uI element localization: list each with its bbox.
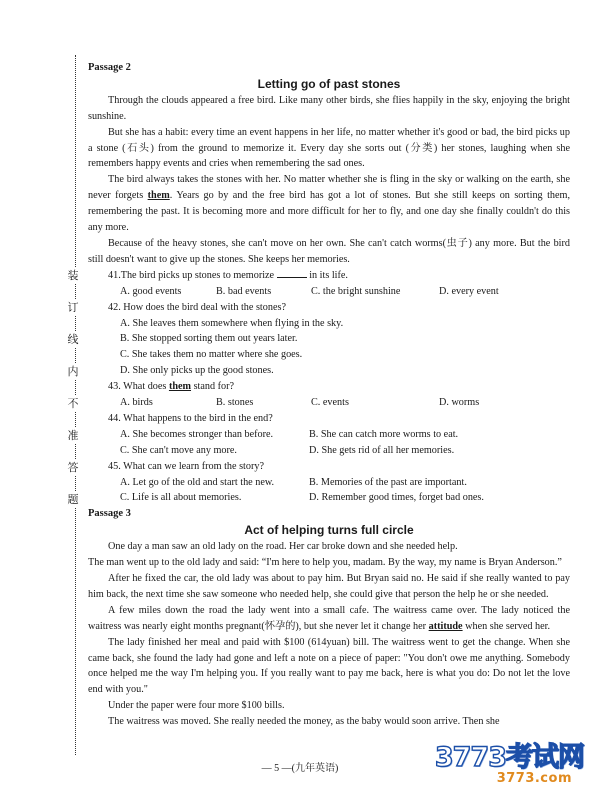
option: C. Life is all about memories. xyxy=(120,492,242,504)
binding-char: 不 xyxy=(67,397,79,410)
option: A. good events xyxy=(120,285,182,297)
option: B. stones xyxy=(216,397,254,409)
binding-char: 装 xyxy=(67,269,79,282)
option: D. She only picks up the good stones. xyxy=(120,365,274,377)
passage3-paragraph: The man went up to the old lady and said: “I'm here to help you, madam. By the way, my name is Bryan Anderson.” xyxy=(88,557,562,569)
option: B. She stopped sorting them out years later. xyxy=(120,333,298,345)
question-42: 42. How does the bird deal with the stones? xyxy=(108,301,286,313)
passage3-paragraph: The lady finished her meal and paid with $100 (614yuan) bill. The waitress went to get the change. When she came back, she found the lady had gone and left a note on a piece of paper: "You don't owe me anything. Somebody once helped me the way I'm helping you. If you really want to pay me back, here is what you do: Do not let the love end with you." xyxy=(88,636,570,696)
passage2-title: Letting go of past stones xyxy=(257,76,401,91)
passage3-label: Passage 3 xyxy=(88,508,131,520)
option: A. birds xyxy=(120,397,153,409)
passage3-paragraph: A few miles down the road the lady went into a small cafe. The waitress came over. The lady noticed the waitress was nearly eight months pregnant(怀孕的), but she never let it change her attitude when she served her. xyxy=(88,604,570,632)
binding-char: 准 xyxy=(67,429,79,442)
exam-content xyxy=(88,60,570,730)
question-43-options xyxy=(88,395,570,411)
page-footer: — 5 —(九年英语) xyxy=(261,763,339,774)
question-44-options xyxy=(88,427,570,443)
passage3-paragraph: One day a man saw an old lady on the road. Her car broke down and she needed help. xyxy=(108,541,458,553)
underlined-word-them: them xyxy=(147,190,170,202)
question-45-options xyxy=(88,490,570,506)
passage3-paragraph: After he fixed the car, the old lady was about to pay him. But Bryan said no. He said if she really wanted to pay him back, the next time she saw someone who needed help, she could give that person the help he or she needed. xyxy=(88,573,570,600)
watermark-url: 3773.com xyxy=(496,771,572,786)
question-45: 45. What can we learn from the story? xyxy=(108,460,264,472)
binding-char: 线 xyxy=(67,333,79,346)
option: A. She leaves them somewhere when flying in the sky. xyxy=(120,317,344,329)
option: D. She gets rid of all her memories. xyxy=(309,444,455,456)
question-45-options xyxy=(88,475,570,491)
question-41-options xyxy=(88,284,570,300)
option: C. She can't move any more. xyxy=(120,444,237,456)
option: C. events xyxy=(311,397,349,409)
option: B. Memories of the past are important. xyxy=(309,476,467,488)
question-44: 44. What happens to the bird in the end? xyxy=(108,412,273,424)
question-43: 43. What does them stand for? xyxy=(108,381,235,393)
passage2-paragraph: The bird always takes the stones with her. No matter whether she is fling in the sky or walking on the earth, she never forgets them. Years go by and the free bird has got a lot of stones. But she still keeps on sorting them, remembering the past. It is becoming more and more difficult for her to fly, and one day she finally couldn't do this any more. xyxy=(88,174,571,234)
question-44-options xyxy=(88,443,570,459)
answer-blank xyxy=(277,268,307,278)
option: D. Remember good times, forget bad ones. xyxy=(309,492,484,504)
option: A. She becomes stronger than before. xyxy=(120,428,274,440)
passage2-paragraph: Through the clouds appeared a free bird. Like many other birds, she flies happily in the sky, enjoying the bright sunshine. xyxy=(88,94,570,122)
option: D. worms xyxy=(439,397,480,409)
binding-char: 题 xyxy=(67,493,79,506)
underlined-word-them: them xyxy=(168,381,192,393)
binding-char: 内 xyxy=(67,365,79,378)
option: C. She takes them no matter where she goes. xyxy=(120,349,303,361)
option: B. bad events xyxy=(216,285,272,297)
question-41: 41.The bird picks up stones to memorize in its life. xyxy=(108,269,348,281)
passage2-paragraph: But she has a habit: every time an event happens in her life, no matter whether it's good or bad, the bird picks up a stone (石头) from the ground to memorize it. Every day she sorts out (分类) her stones, laughing when she remembers happy events and cries when remembering the sad ones. xyxy=(88,126,570,170)
binding-chars xyxy=(62,268,84,524)
passage3-paragraph: The waitress was moved. She really needed the money, as the baby would soon arrive. Then she xyxy=(108,716,500,728)
watermark-logo: 3773考试网 xyxy=(434,742,584,773)
option: D. every event xyxy=(439,285,499,297)
binding-char: 订 xyxy=(67,301,79,314)
passage3-paragraph: Under the paper were four more $100 bills. xyxy=(108,700,285,712)
underlined-word-attitude: attitude xyxy=(428,620,463,632)
passage2-label: Passage 2 xyxy=(88,62,131,73)
passage2-paragraph: Because of the heavy stones, she can't move on her own. She can't catch worms(虫子) any more. But the bird still doesn't want to give up the stones. She keeps her memories. xyxy=(88,237,570,265)
option: C. the bright sunshine xyxy=(311,285,401,297)
option: A. Let go of the old and start the new. xyxy=(120,476,275,488)
binding-char: 答 xyxy=(67,461,79,474)
passage3-title: Act of helping turns full circle xyxy=(244,523,414,538)
option: B. She can catch more worms to eat. xyxy=(309,428,459,440)
